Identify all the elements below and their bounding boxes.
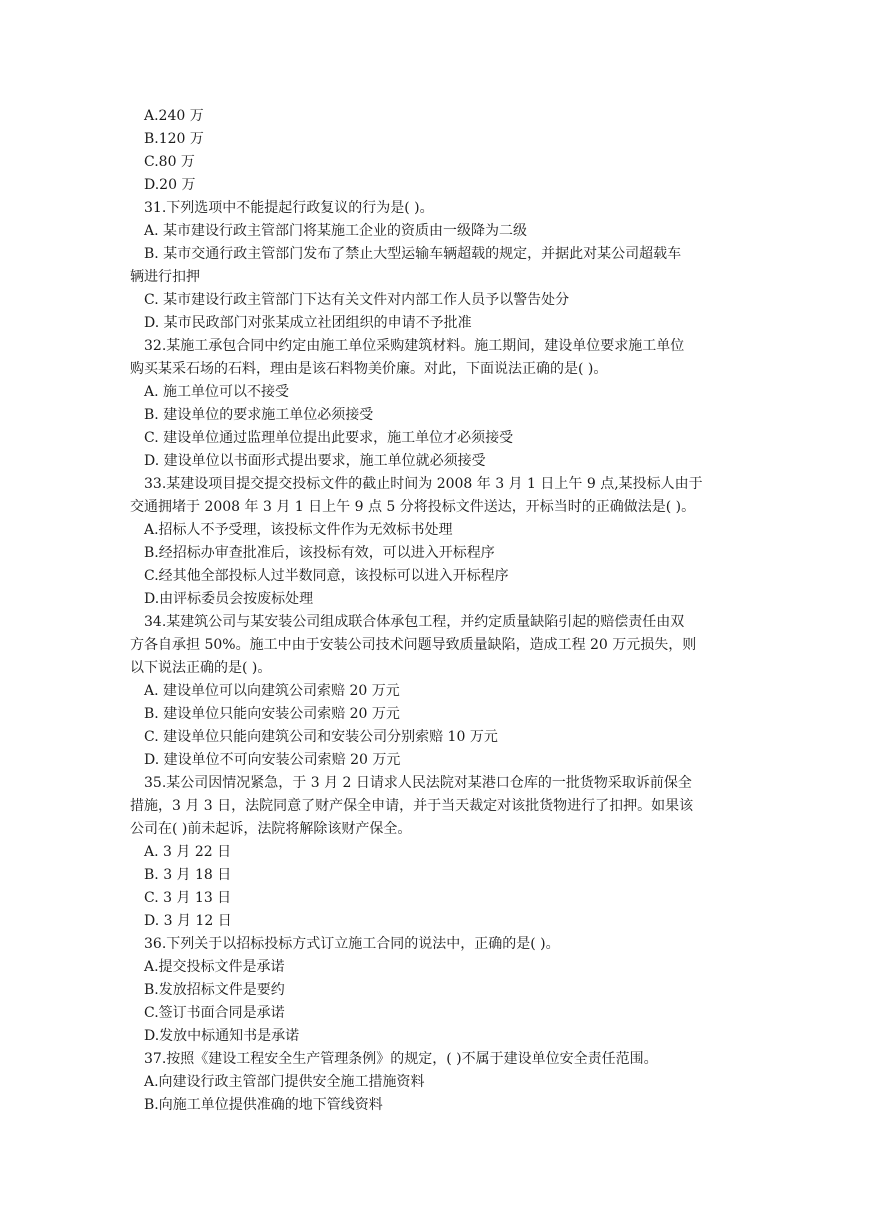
q32-stem-line2: 购买某采石场的石料，理由是该石料物美价廉。对此，下面说法正确的是( )。 (130, 361, 608, 377)
q34-stem-line2: 方各自承担 50%。施工中由于安装公司技术问题导致质量缺陷，造成工程 20 万元损失，则 (130, 637, 697, 653)
q37-option-a: A.向建设行政主管部门提供安全施工措施资料 (144, 1074, 425, 1090)
q33-option-b: B.经招标办审查批准后，该投标有效，可以进入开标程序 (144, 545, 495, 561)
q34-option-d: D. 建设单位不可向安装公司索赔 20 万元 (144, 752, 401, 768)
q31-stem: 31.下列选项中不能提起行政复议的行为是( )。 (144, 200, 434, 216)
q36-option-a: A.提交投标文件是承诺 (144, 959, 285, 975)
q36-option-d: D.发放中标通知书是承诺 (144, 1028, 300, 1044)
q35-option-c: C. 3 月 13 日 (144, 890, 232, 906)
q32-option-b: B. 建设单位的要求施工单位必须接受 (144, 407, 374, 423)
q35-stem-line2: 措施，3 月 3 日，法院同意了财产保全申请，并于当天裁定对该批货物进行了扣押。如果该 (130, 798, 694, 814)
q32-option-d: D. 建设单位以书面形式提出要求，施工单位就必须接受 (144, 453, 486, 469)
q31-option-b-line1: B. 某市交通行政主管部门发布了禁止大型运输车辆超载的规定，并据此对某公司超载车 (144, 246, 682, 262)
q30-option-a: A.240 万 (144, 108, 204, 124)
q37-stem: 37.按照《建设工程安全生产管理条例》的规定，( )不属于建设单位安全责任范围。 (144, 1051, 658, 1067)
q31-option-c: C. 某市建设行政主管部门下达有关文件对内部工作人员予以警告处分 (144, 292, 570, 308)
q35-stem-line1: 35.某公司因情况紧急，于 3 月 2 日请求人民法院对某港口仓库的一批货物采取诉前保全 (144, 775, 692, 791)
q33-option-a: A.招标人不予受理，该投标文件作为无效标书处理 (144, 522, 453, 538)
q33-option-d: D.由评标委员会按废标处理 (144, 591, 314, 607)
q33-option-c: C.经其他全部投标人过半数同意，该投标可以进入开标程序 (144, 568, 509, 584)
q36-option-c: C.签订书面合同是承诺 (144, 1005, 285, 1021)
q35-option-a: A. 3 月 22 日 (144, 844, 232, 860)
q34-option-c: C. 建设单位只能向建筑公司和安装公司分别索赔 10 万元 (144, 729, 498, 745)
q35-option-b: B. 3 月 18 日 (144, 867, 232, 883)
q35-option-d: D. 3 月 12 日 (144, 913, 232, 929)
q34-option-a: A. 建设单位可以向建筑公司索赔 20 万元 (144, 683, 400, 699)
q34-stem-line3: 以下说法正确的是( )。 (130, 660, 272, 676)
q31-option-a: A. 某市建设行政主管部门将某施工企业的资质由一级降为二级 (144, 223, 528, 239)
q31-option-d: D. 某市民政部门对张某成立社团组织的申请不予批准 (144, 315, 472, 331)
q31-option-b-line2: 辆进行扣押 (130, 269, 200, 285)
q30-option-d: D.20 万 (144, 177, 196, 193)
q34-option-b: B. 建设单位只能向安装公司索赔 20 万元 (144, 706, 400, 722)
q34-stem-line1: 34.某建筑公司与某安装公司组成联合体承包工程，并约定质量缺陷引起的赔偿责任由双 (144, 614, 685, 630)
q32-stem-line1: 32.某施工承包合同中约定由施工单位采购建筑材料。施工期间，建设单位要求施工单位 (144, 338, 685, 354)
q36-option-b: B.发放招标文件是要约 (144, 982, 285, 998)
q35-stem-line3: 公司在( )前未起诉，法院将解除该财产保全。 (130, 821, 412, 837)
q33-stem-line1: 33.某建设项目提交提交投标文件的截止时间为 2008 年 3 月 1 日上午 9 点,某投标人由于 (144, 476, 703, 492)
q37-option-b: B.向施工单位提供准确的地下管线资料 (144, 1097, 383, 1113)
q30-option-b: B.120 万 (144, 131, 204, 147)
q32-option-a: A. 施工单位可以不接受 (144, 384, 290, 400)
document-body (130, 105, 740, 1117)
q30-option-c: C.80 万 (144, 154, 195, 170)
q32-option-c: C. 建设单位通过监理单位提出此要求，施工单位才必须接受 (144, 430, 514, 446)
q33-stem-line2: 交通拥堵于 2008 年 3 月 1 日上午 9 点 5 分将投标文件送达，开标当时的正确做法是( )。 (130, 499, 696, 515)
q36-stem: 36.下列关于以招标投标方式订立施工合同的说法中，正确的是( )。 (144, 936, 560, 952)
